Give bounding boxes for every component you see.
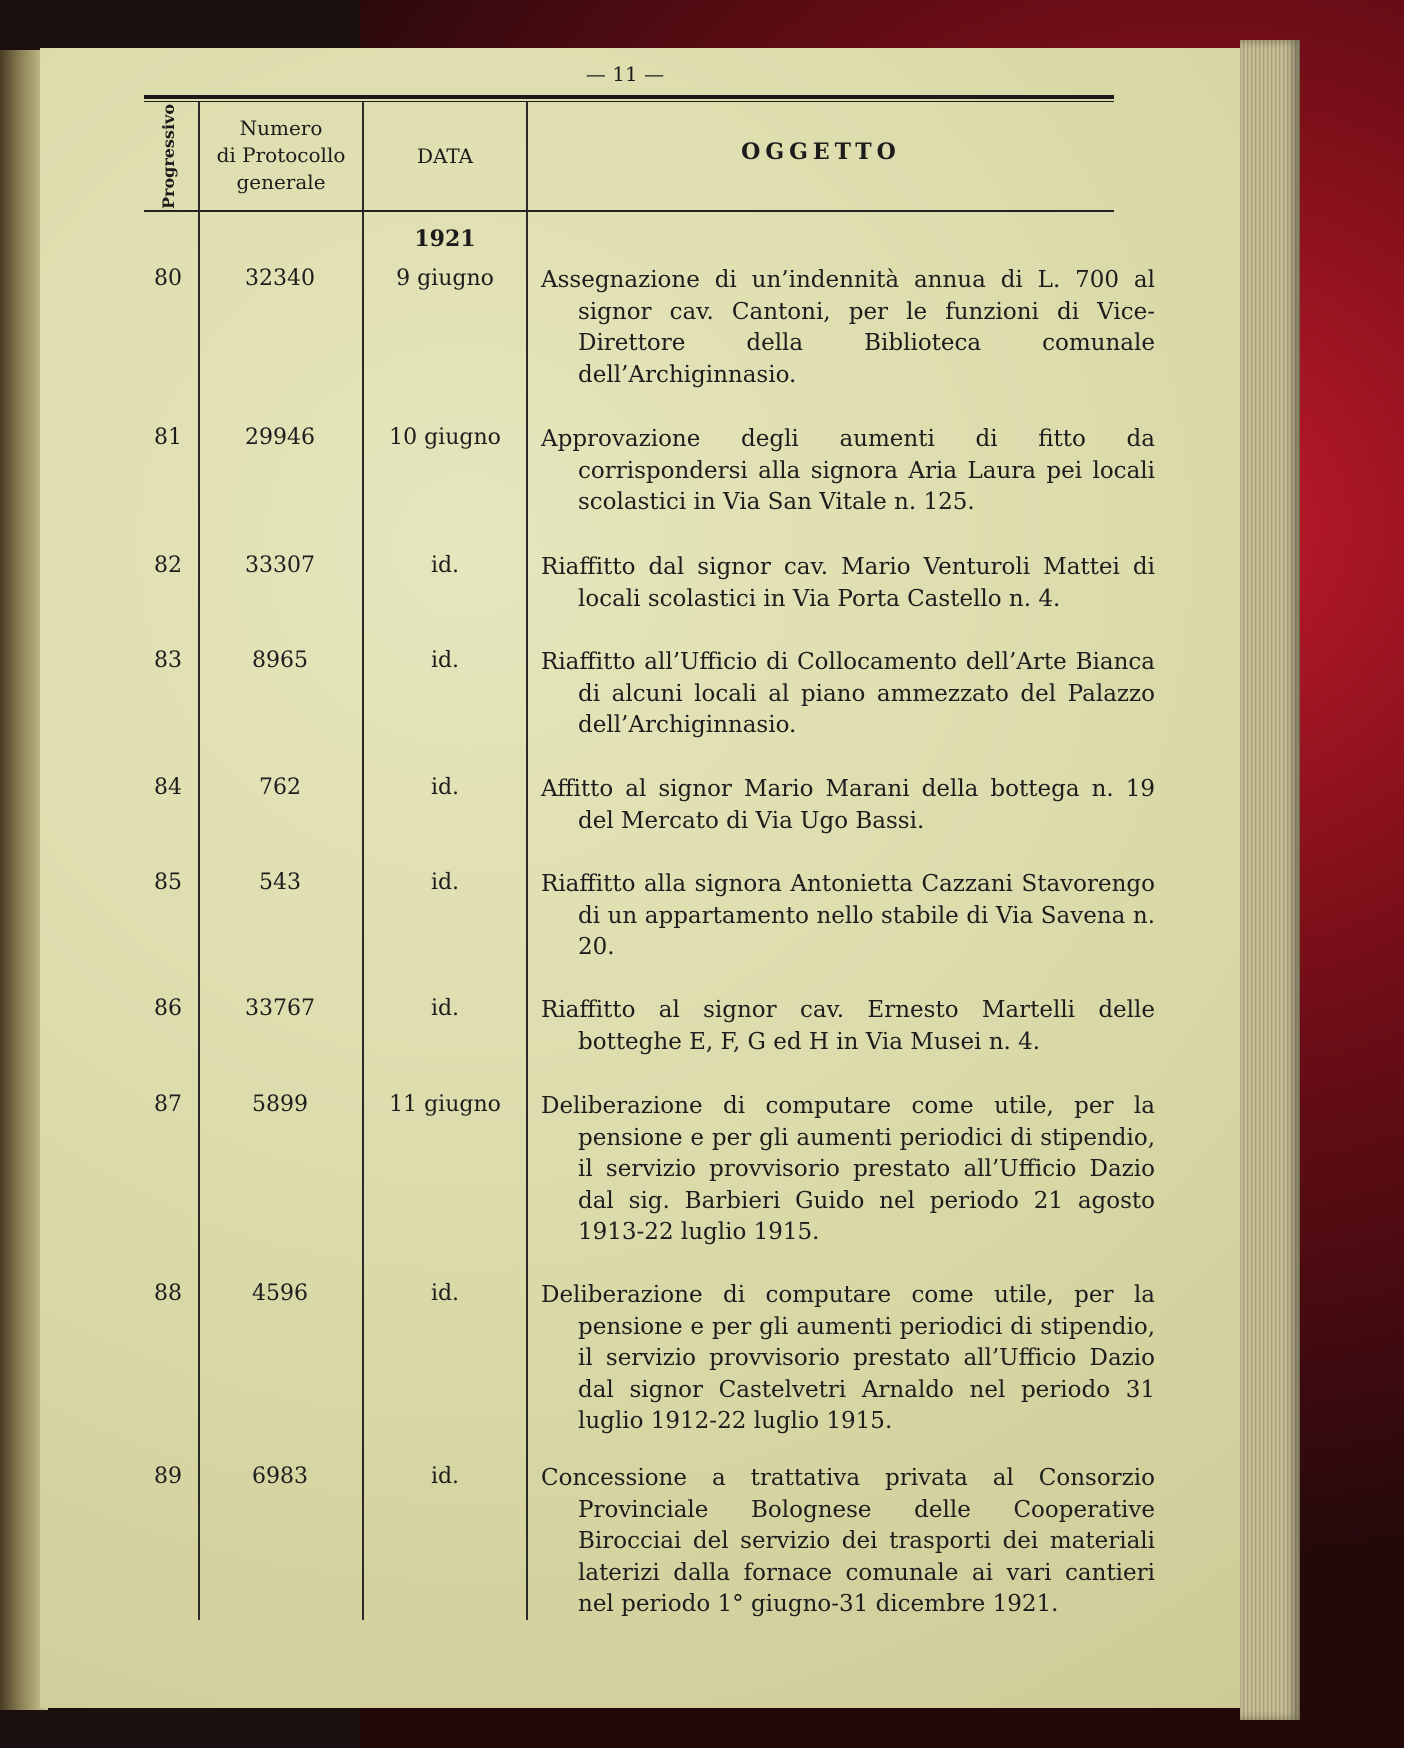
- row-progressivo: 88: [154, 1281, 182, 1306]
- row-numero-protocollo: 8965: [252, 648, 308, 673]
- row-progressivo: 85: [154, 870, 182, 895]
- column-divider: [526, 102, 528, 1620]
- column-divider: [362, 102, 364, 1620]
- top-rule-thin: [144, 101, 1114, 102]
- year-label: 1921: [414, 226, 476, 252]
- row-progressivo: 87: [154, 1092, 182, 1117]
- header-progressivo-label: Progressivo: [158, 103, 178, 209]
- row-numero-protocollo: 33307: [245, 553, 315, 578]
- row-progressivo: 80: [154, 266, 182, 291]
- row-data: 9 giugno: [396, 266, 494, 291]
- row-progressivo: 86: [154, 996, 182, 1021]
- header-oggetto: OGGETTO: [741, 139, 901, 165]
- row-numero-protocollo: 762: [259, 775, 301, 800]
- header-numero-line: generale: [236, 170, 326, 194]
- top-rule: [144, 95, 1114, 99]
- row-data: id.: [430, 553, 460, 578]
- row-data: id.: [430, 996, 460, 1021]
- row-numero-protocollo: 543: [259, 870, 301, 895]
- header-rule: [144, 210, 1114, 212]
- row-oggetto: Assegnazione di un’indennità annua di L. 700 al signor cav. Cantoni, per le funzioni di Vice-Direttore della Biblioteca comunale dell’Archiginnasio.: [541, 267, 1155, 388]
- column-divider: [198, 102, 200, 1620]
- header-numero-protocollo: [200, 115, 362, 196]
- row-numero-protocollo: 5899: [252, 1092, 308, 1117]
- row-oggetto: Riaffitto dal signor cav. Mario Venturoli Mattei di locali scolastici in Via Porta Castello n. 4.: [541, 554, 1155, 612]
- header-numero-line: di Protocollo: [216, 143, 346, 167]
- row-progressivo: 89: [154, 1464, 182, 1489]
- row-oggetto: Approvazione degli aumenti di fitto da corrispondersi alla signora Aria Laura pei locali scolastici in Via San Vitale n. 125.: [541, 426, 1155, 515]
- row-progressivo: 83: [154, 648, 182, 673]
- row-progressivo: 81: [154, 425, 182, 450]
- row-data: 10 giugno: [389, 425, 501, 450]
- header-progressivo: [140, 103, 196, 209]
- row-oggetto: Affitto al signor Mario Marani della bottega n. 19 del Mercato di Via Ugo Bassi.: [541, 776, 1155, 834]
- row-progressivo: 84: [154, 775, 182, 800]
- row-data: id.: [430, 648, 460, 673]
- row-oggetto: Concessione a trattativa privata al Consorzio Provinciale Bolognese delle Cooperative Birocciai del servizio dei trasporti dei materiali laterizi dalla fornace comunale ai vari cantieri nel periodo 1° giugno-31 dicembre 1921.: [541, 1465, 1155, 1617]
- row-numero-protocollo: 29946: [245, 425, 315, 450]
- row-progressivo: 82: [154, 553, 182, 578]
- row-oggetto: Riaffitto al signor cav. Ernesto Martelli delle botteghe E, F, G ed H in Via Musei n. 4.: [541, 997, 1155, 1055]
- row-oggetto: Deliberazione di computare come utile, per la pensione e per gli aumenti periodici di stipendio, il servizio provvisorio prestato all’Ufficio Dazio dal signor Castelvetri Arnaldo nel periodo 31 luglio 1912-22 luglio 1915.: [541, 1282, 1155, 1434]
- row-numero-protocollo: 6983: [252, 1464, 308, 1489]
- row-numero-protocollo: 4596: [252, 1281, 308, 1306]
- row-numero-protocollo: 32340: [245, 266, 315, 291]
- row-data: id.: [430, 1464, 460, 1489]
- header-data: DATA: [416, 144, 474, 168]
- page-number: — 11 —: [585, 62, 665, 86]
- row-data: id.: [430, 1281, 460, 1306]
- row-data: id.: [430, 870, 460, 895]
- page-block-edge: [1240, 40, 1300, 1720]
- row-oggetto: Riaffitto all’Ufficio di Collocamento dell’Arte Bianca di alcuni locali al piano ammezzato del Palazzo dell’Archiginnasio.: [541, 649, 1155, 738]
- row-numero-protocollo: 33767: [245, 996, 315, 1021]
- header-numero-line: Numero: [239, 116, 323, 140]
- row-oggetto: Riaffitto alla signora Antonietta Cazzani Stavorengo di un appartamento nello stabile di Via Savena n. 20.: [541, 871, 1155, 960]
- row-data: 11 giugno: [389, 1092, 501, 1117]
- row-oggetto: Deliberazione di computare come utile, per la pensione e per gli aumenti periodici di stipendio, il servizio provvisorio prestato all’Ufficio Dazio dal sig. Barbieri Guido nel periodo 21 agosto 1913-22 luglio 1915.: [541, 1093, 1155, 1245]
- row-data: id.: [430, 775, 460, 800]
